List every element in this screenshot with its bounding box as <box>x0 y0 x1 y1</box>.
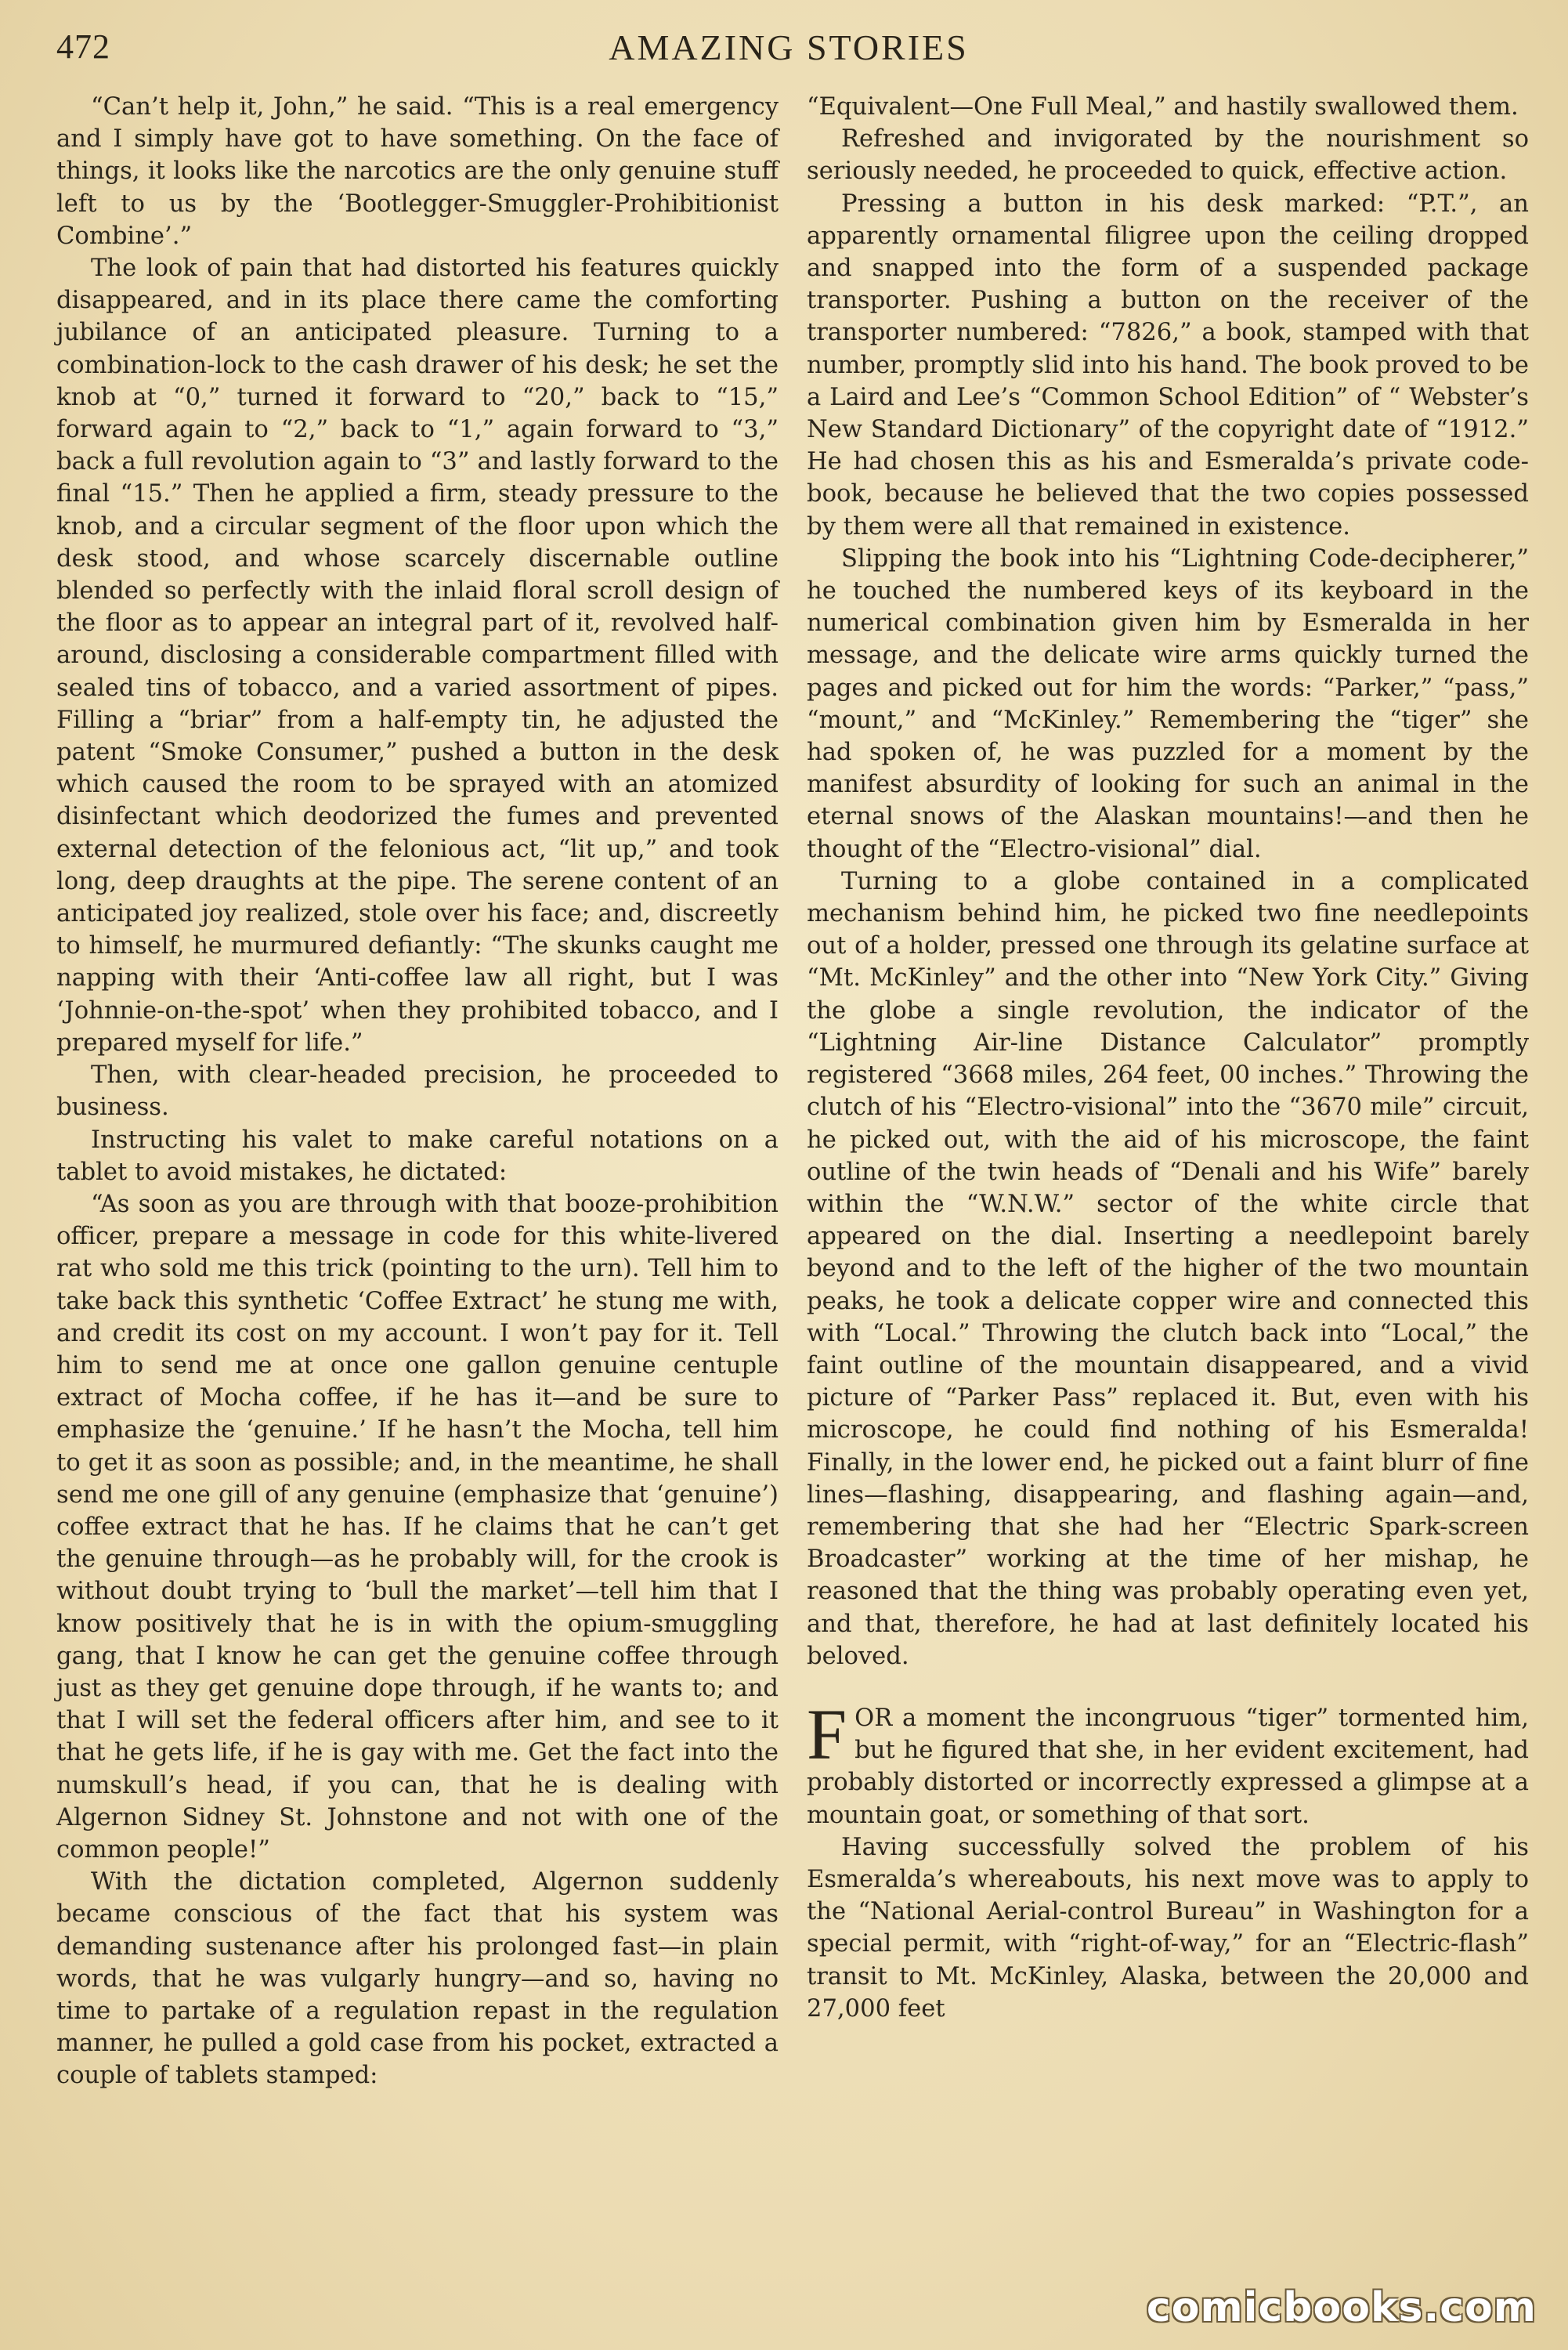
page-header <box>56 27 1521 77</box>
section-opening-paragraph <box>807 1694 1529 1831</box>
paragraph: Then, with clear-headed precision, he proceeded to business. <box>56 1061 779 1122</box>
dropcap-paragraph-text: OR a moment the incongruous “tiger” tormented him, but he figured that she, in her evident excitement, had probably distorted or incorrectly expressed a glimpse at a mountain goat, or something of that sort. <box>807 1704 1529 1829</box>
paragraph: “Can’t help it, John,” he said. “This is a real emergency and I simply have got to have something. On the face of things, it looks like the narcotics are the only genuine stuff left to us by the ‘Bootlegger-Smuggler-Prohibitionist Combine’.” <box>56 93 779 250</box>
right-column <box>807 91 1529 2025</box>
paragraph: Instructing his valet to make careful notations on a tablet to avoid mistakes, he dictated: <box>56 1126 779 1186</box>
drop-cap: F <box>807 1694 847 1774</box>
paragraph: Slipping the book into his “Lightning Code-decipherer,” he touched the numbered keys of its keyboard in the numerical combination given him by Esmeralda in her message, and the delicate wire arms quickly turned the pages and picked out for him the words: “Parker,” “pass,” “mount,” and “McKinley.” Remembering the “tiger” she had spoken of, he was puzzled for a moment by the manifest absurdity of looking for such an animal in the eternal snows of the Alaskan mountains!—and then he thought of the “Electro-visional” dial. <box>807 544 1529 863</box>
paragraph: Pressing a button in his desk marked: “P.T.”, an apparently ornamental filigree upon the ceiling dropped and snapped into the form of a suspended package transporter. Pushing a button on the receiver of the transporter numbered: “7826,” a book, stamped with that number, promptly slid into his hand. The book proved to be a Laird and Lee’s “Common School Edition” of “ Webster’s New Standard Dictionary” of the copyright date of “1912.” He had chosen this as his and Esmeralda’s private code-book, because he believed that the two copies possessed by them were all that remained in existence. <box>807 190 1529 540</box>
continued-paragraph: “Equivalent—One Full Meal,” and hastily swallowed them. <box>807 93 1519 121</box>
paragraph: “As soon as you are through with that booze-prohibition officer, prepare a message in code for this white-livered rat who sold me this trick (pointing to the urn). Tell him to take back this synthetic ‘Coffee Extract’ he stung me with, and credit its cost on my account. I won’t pay for it. Tell him to send me at once one gallon genuine centuple extract of Mocha coffee, if he has it—and be sure to emphasize the ‘genuine.’ If he hasn’t the Mocha, tell him to get it as soon as possible; and, in the meantime, he shall send me one gill of any genuine (emphasize that ‘genuine’) coffee extract that he has. If he claims that he can’t get the genuine through—as he probably will, for the crook is without doubt trying to ‘bull the market’—tell him that I know positively that he is in with the opium-smuggling gang, that I know he can get the genuine coffee through just as they get genuine dope through, if he wants to; and that I will set the federal officers after him, and see to it that he gets life, if he is gay with me. Get the fact into the numskull’s head, if you can, that he is dealing with Algernon Sidney St. Johnstone and not with one of the common people!” <box>56 1190 779 1864</box>
watermark: comicbooks.com <box>1146 2284 1537 2331</box>
paragraph: Having successfully solved the problem of his Esmeralda’s whereabouts, his next move was to apply to the “National Aerial-control Bureau” in Washington for a special permit, with “right-of-way,” for an “Electric-flash” transit to Mt. McKinley, Alaska, between the 20,000 and 27,000 feet <box>807 1833 1529 2023</box>
paragraph: Turning to a globe contained in a complicated mechanism behind him, he picked two fine needlepoints out of a holder, pressed one through its gelatine surface at “Mt. McKinley” and the other into “New York City.” Giving the globe a single revolution, the indicator of the “Lightning Air-line Distance Calculator” promptly registered “3668 miles, 264 feet, 00 inches.” Throwing the clutch of his “Electro-visional” into the “3670 mile” circuit, he picked out, with the aid of his microscope, the faint outline of the twin heads of “Denali and his Wife” barely within the “W.N.W.” sector of the white circle that appeared on the dial. Inserting a needlepoint barely beyond and to the left of the higher of the two mountain peaks, he took a delicate copper wire and connected this with “Local.” Throwing the clutch back into “Local,” the faint outline of the mountain disappeared, and a vivid picture of “Parker Pass” replaced it. But, even with his microscope, he could find nothing of his Esmeralda! Finally, in the lower end, he picked out a faint blurr of fine lines—flashing, disappearing, and flashing again—and, remembering that she had her “Electric Spark-screen Broadcaster” working at the time of her mishap, he reasoned that the thing was probably operating even yet, and that, therefore, he had at last definitely located his beloved. <box>807 867 1529 1670</box>
page-number: 472 <box>56 27 110 66</box>
paragraph: With the dictation completed, Algernon suddenly became conscious of the fact that his system was demanding sustenance after his prolonged fast—in plain words, that he was vulgarly hungry—and so, having no time to partake of a regulation repast in the regulation manner, he pulled a gold case from his pocket, extracted a couple of tablets stamped: <box>56 1868 779 2090</box>
paragraph: The look of pain that had distorted his features quickly disappeared, and in its place there came the comforting jubilance of an anticipated pleasure. Turning to a combination-lock to the cash drawer of his desk; he set the knob at “0,” turned it forward to “20,” back to “15,” forward again to “2,” back to “1,” again forward to “3,” back a full revolution again to “3” and lastly forward to the final “15.” Then he applied a firm, steady pressure to the knob, and a circular segment of the floor upon which the desk stood, and whose scarcely discernable outline blended so perfectly with the inlaid floral scroll design of the floor as to appear an integral part of it, revolved half-around, disclosing a considerable compartment filled with sealed tins of tobacco, and a varied assortment of pipes. Filling a “briar” from a half-empty tin, he adjusted the patent “Smoke Consumer,” pushed a button in the desk which caused the room to be sprayed with an atomized disinfectant which deodorized the fumes and prevented external detection of the felonious act, “lit up,” and took long, deep draughts at the pipe. The serene content of an anticipated joy realized, stole over his face; and, discreetly to himself, he murmured defiantly: “The skunks caught me napping with their ‘Anti-coffee law all right, but I was ‘Johnnie-on-the-spot’ when they prohibited tobacco, and I prepared myself for life.” <box>56 255 779 1057</box>
magazine-title: AMAZING STORIES <box>609 27 969 67</box>
paragraph: Refreshed and invigorated by the nourishment so seriously needed, he proceeded to quick, effective action. <box>807 125 1529 186</box>
left-column <box>56 91 779 2092</box>
